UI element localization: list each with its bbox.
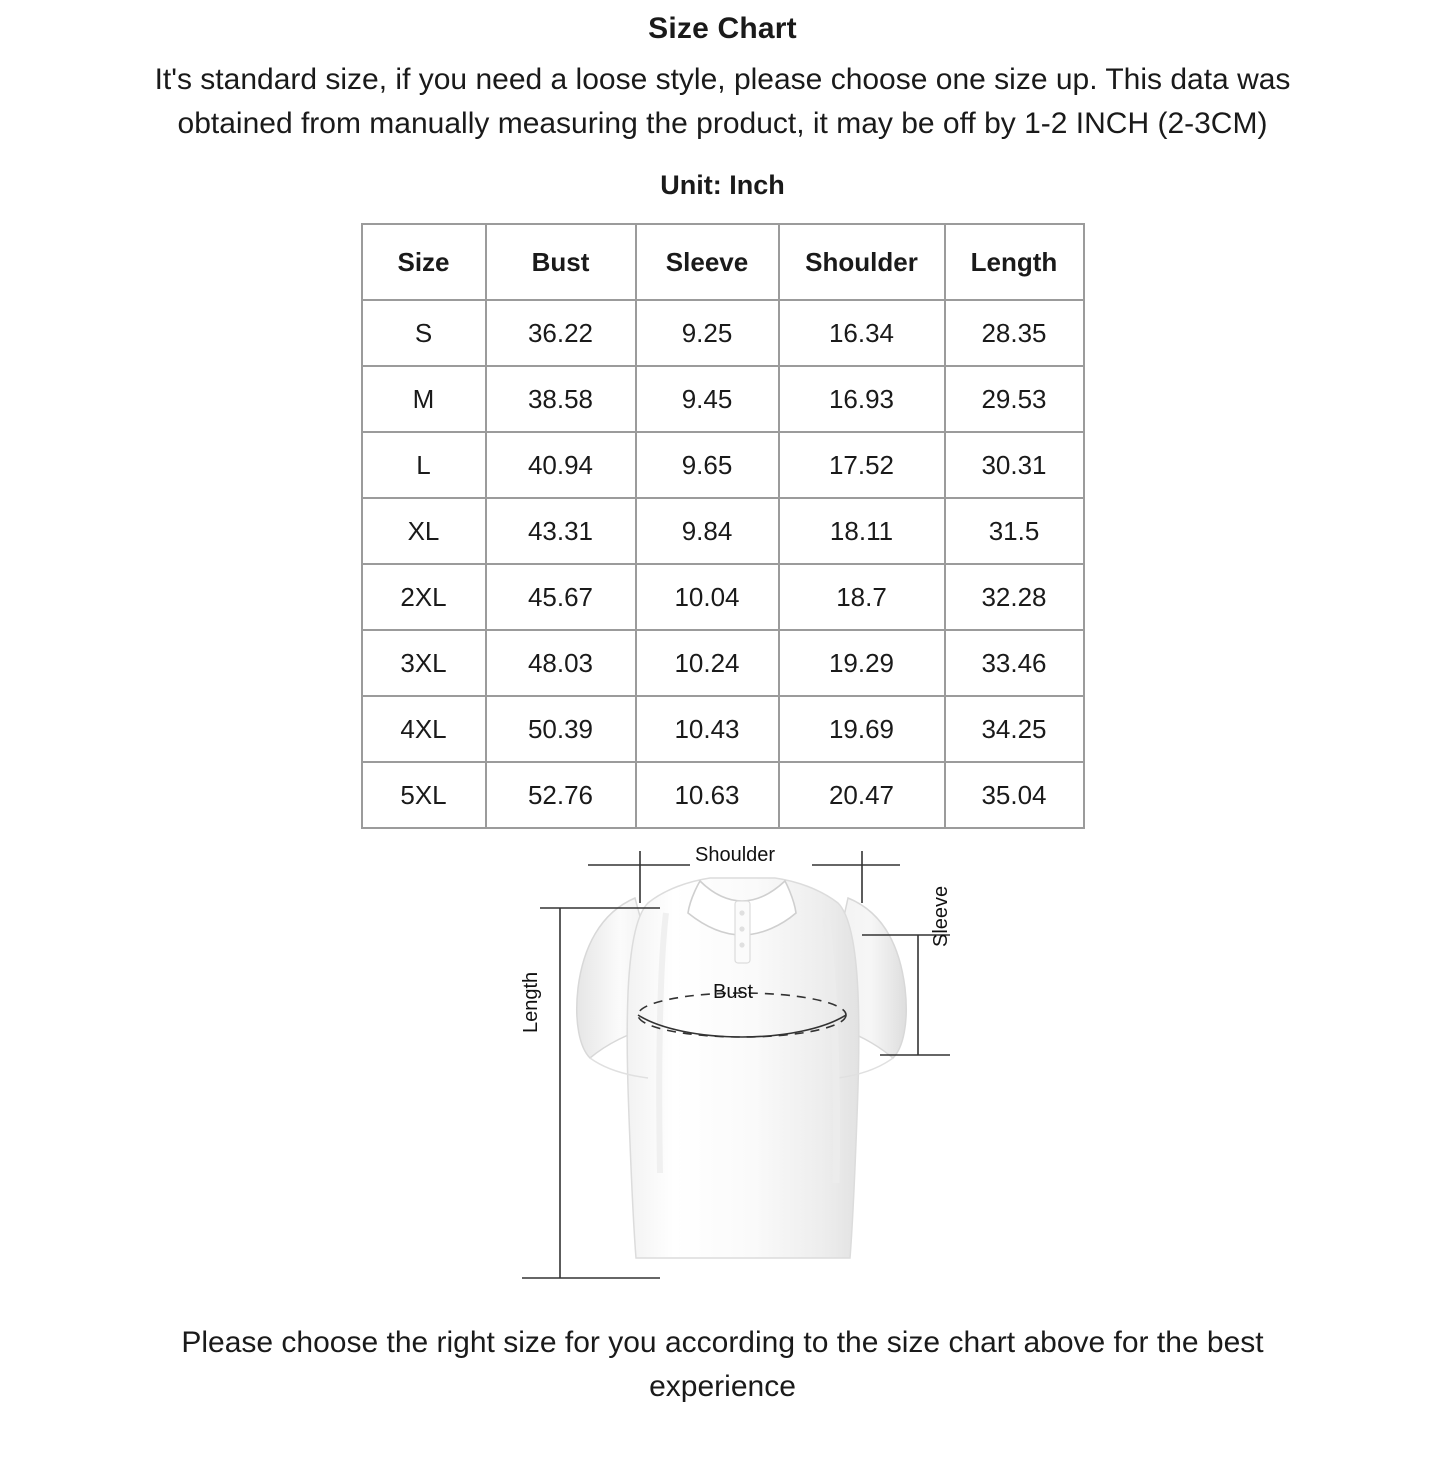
unit-label: Unit: Inch xyxy=(660,170,785,200)
cell-shoulder: 16.93 xyxy=(779,366,945,432)
cell-bust: 40.94 xyxy=(486,432,636,498)
polo-shirt-diagram-svg xyxy=(0,843,1445,1313)
cell-size: S xyxy=(362,300,486,366)
cell-length: 31.5 xyxy=(945,498,1084,564)
cell-shoulder: 20.47 xyxy=(779,762,945,828)
cell-sleeve: 10.63 xyxy=(636,762,779,828)
table-row xyxy=(362,498,1084,564)
cell-size: 5XL xyxy=(362,762,486,828)
table-row xyxy=(362,432,1084,498)
size-chart-page xyxy=(0,12,1445,1457)
table-row xyxy=(362,696,1084,762)
table-header-row xyxy=(362,224,1084,300)
cell-sleeve: 9.45 xyxy=(636,366,779,432)
cell-sleeve: 9.25 xyxy=(636,300,779,366)
table-row xyxy=(362,564,1084,630)
intro-text: It's standard size, if you need a loose style, please choose one size up. This data was obtained from manually measuring the product, it may be off by 1-2 INCH (2-3CM) xyxy=(154,63,1291,140)
footer-note: Please choose the right size for you according to the size chart above for the best experience xyxy=(181,1326,1264,1403)
cell-size: XL xyxy=(362,498,486,564)
column-header-sleeve: Sleeve xyxy=(636,224,779,300)
cell-size: 4XL xyxy=(362,696,486,762)
cell-bust: 48.03 xyxy=(486,630,636,696)
column-header-bust: Bust xyxy=(486,224,636,300)
table-row xyxy=(362,630,1084,696)
cell-length: 33.46 xyxy=(945,630,1084,696)
cell-bust: 38.58 xyxy=(486,366,636,432)
table-row xyxy=(362,300,1084,366)
cell-size: 3XL xyxy=(362,630,486,696)
size-table-wrapper xyxy=(0,223,1445,829)
cell-length: 32.28 xyxy=(945,564,1084,630)
cell-size: 2XL xyxy=(362,564,486,630)
shoulder-measure-label: Shoulder xyxy=(695,844,776,866)
cell-sleeve: 10.04 xyxy=(636,564,779,630)
column-header-length: Length xyxy=(945,224,1084,300)
column-header-size: Size xyxy=(362,224,486,300)
cell-shoulder: 18.11 xyxy=(779,498,945,564)
cell-length: 28.35 xyxy=(945,300,1084,366)
table-row xyxy=(362,762,1084,828)
cell-bust: 45.67 xyxy=(486,564,636,630)
cell-sleeve: 10.24 xyxy=(636,630,779,696)
cell-shoulder: 18.7 xyxy=(779,564,945,630)
cell-size: M xyxy=(362,366,486,432)
size-table xyxy=(361,223,1085,829)
cell-bust: 50.39 xyxy=(486,696,636,762)
cell-sleeve: 10.43 xyxy=(636,696,779,762)
column-header-shoulder: Shoulder xyxy=(779,224,945,300)
length-measure-label: Length xyxy=(520,971,542,1033)
shirt-illustration xyxy=(577,878,907,1258)
cell-bust: 36.22 xyxy=(486,300,636,366)
cell-size: L xyxy=(362,432,486,498)
cell-bust: 52.76 xyxy=(486,762,636,828)
table-row xyxy=(362,366,1084,432)
page-title: Size Chart xyxy=(648,12,797,45)
cell-length: 35.04 xyxy=(945,762,1084,828)
cell-shoulder: 17.52 xyxy=(779,432,945,498)
cell-bust: 43.31 xyxy=(486,498,636,564)
bust-measure-label: Bust xyxy=(713,981,754,1003)
measurement-diagram xyxy=(0,843,1445,1313)
cell-shoulder: 19.29 xyxy=(779,630,945,696)
cell-length: 34.25 xyxy=(945,696,1084,762)
cell-length: 29.53 xyxy=(945,366,1084,432)
sleeve-measure-label: Sleeve xyxy=(930,885,952,947)
cell-sleeve: 9.65 xyxy=(636,432,779,498)
cell-sleeve: 9.84 xyxy=(636,498,779,564)
cell-shoulder: 19.69 xyxy=(779,696,945,762)
cell-length: 30.31 xyxy=(945,432,1084,498)
cell-shoulder: 16.34 xyxy=(779,300,945,366)
